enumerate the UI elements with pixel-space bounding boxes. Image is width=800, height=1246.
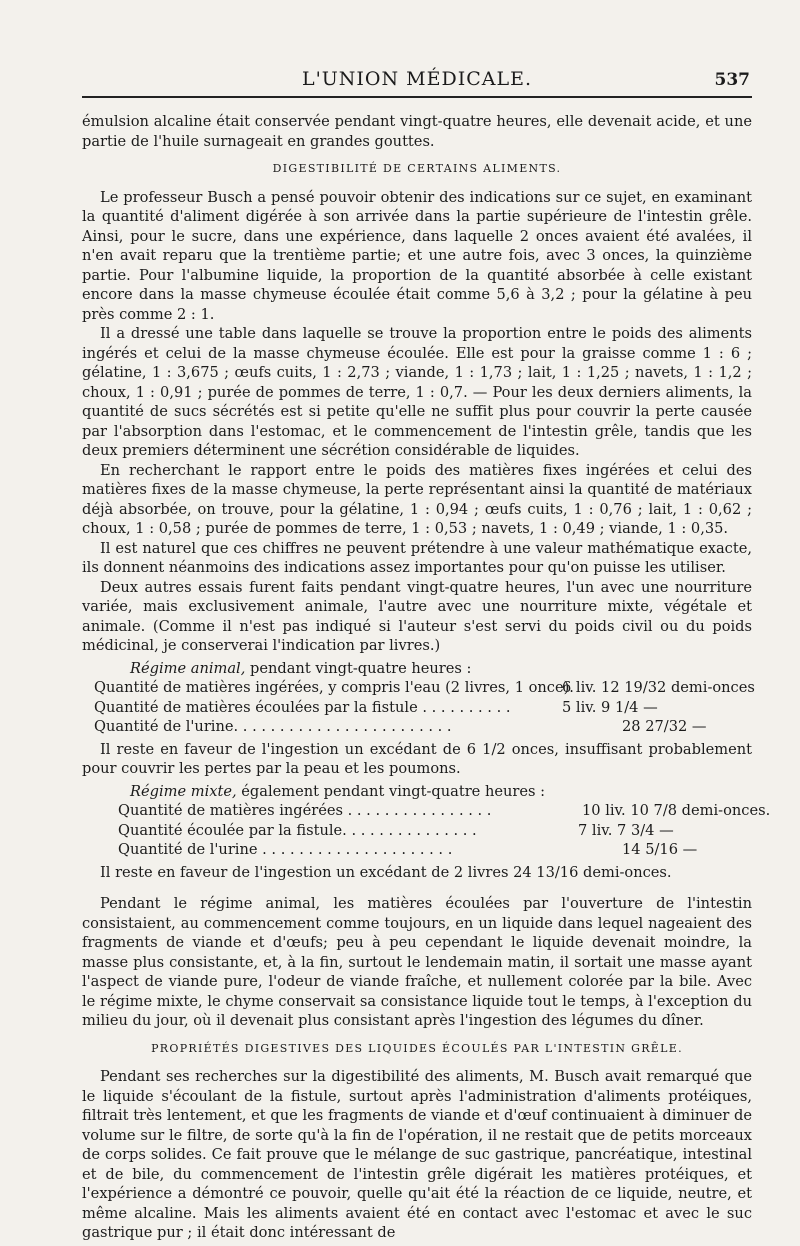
paragraph: Pendant ses recherches sur la digestibilité des aliments, M. Busch avait remarqué que le liquide s'écoulant de la fistule, surtout après l'administration d'aliments protéiques, filtrait très lentement, et que les fragments de viande et d'œuf continuaient à diminuer de volume sur le filtre, de sorte qu'à la fin de l'opération, il ne restait que de petits morceaux de corps solides. Ce fait prouve que le mélange de suc gastrique, pancréatique, intestinal et de bile, du commencement de l'intestin grêle digérait les matières protéiques, et l'expérience a démontré ce pouvoir, quelle qu'ait été la réaction de ce liquide, neutre, et même alcaline. Mais les aliments avaient été en contact avec l'estomac et avec le suc gastrique pur ; il était donc intéressant de (82, 1068, 752, 1241)
running-header (82, 66, 752, 96)
quantity-row (82, 801, 771, 821)
paragraph: Il reste en faveur de l'ingestion un excédant de 6 1/2 onces, insuffisant probablement pour couvrir les pertes par la peau et les poumons. (82, 740, 752, 777)
paragraph: Il est naturel que ces chiffres ne peuvent prétendre à une valeur mathématique exacte, ils donnent néanmoins des indications assez importantes pour qu'on puisse les utiliser. (82, 539, 752, 576)
quantity-row (82, 678, 755, 698)
paragraph: En recherchant le rapport entre le poids des matières fixes ingérées et celui des matières fixes de la masse chymeuse, la perte représentant ainsi la quantité de matériaux déjà absorbée, on trouve, pour la gélatine, 1 : 0,94 ; œufs cuits, 1 : 0,76 ; lait, 1 : 0,62 ; choux, 1 : 0,58 ; purée de pommes de terre, 1 : 0,53 ; navets, 1 : 0,49 ; viande, 1 : 0,35. (82, 461, 752, 537)
quantity-label: Quantité de matières ingérées, y compris l'eau (2 livres, 1 once). (94, 679, 574, 696)
regime-text: pendant vingt-quatre heures : (245, 659, 472, 677)
regime-label: Régime mixte, (130, 782, 237, 800)
quantity-value: 7 liv. 7 3/4 — (578, 821, 674, 839)
quantity-value: 10 liv. 10 7/8 demi-onces. (582, 802, 771, 819)
quantity-label: Quantité de matières écoulées par la fistule . . . . . . . . . . (94, 698, 511, 716)
regime-text: également pendant vingt-quatre heures : (236, 782, 546, 800)
journal-title: L'UNION MÉDICALE. (301, 68, 533, 90)
header-rule (82, 96, 752, 98)
quantity-value: 28 27/32 — (622, 718, 707, 735)
article-body (82, 112, 771, 1243)
quantity-label: Quantité de l'urine. . . . . . . . . . . . . . . . . . . . . . . . (94, 718, 452, 735)
section-heading: DIGESTIBILITÉ DE CERTAINS ALIMENTS. (272, 162, 562, 175)
quantity-row (82, 698, 752, 718)
quantity-row (82, 717, 752, 737)
regime-mixte-heading (82, 782, 752, 802)
quantity-label: Quantité de l'urine . . . . . . . . . . . . . . . . . . . . . (118, 841, 453, 858)
paragraph: Il reste en faveur de l'ingestion un excédant de 2 livres 24 13/16 demi-onces. (100, 863, 672, 881)
page-number: 537 (714, 70, 750, 90)
quantity-value: 14 5/16 — (622, 841, 698, 858)
quantity-label: Quantité de matières ingérées . . . . . . . . . . . . . . . . (118, 802, 492, 819)
spacer (82, 882, 752, 894)
section-heading: PROPRIÉTÉS DIGESTIVES DES LIQUIDES ÉCOULÉS PAR L'INTESTIN GRÊLE. (151, 1041, 683, 1055)
regime-animal-heading (82, 659, 752, 679)
regime-label: Régime animal, (130, 659, 246, 677)
quantity-value: 6 liv. 12 19/32 demi-onces (562, 679, 755, 696)
quantity-row (82, 821, 752, 841)
quantity-label: Quantité écoulée par la fistule. . . . . . . . . . . . . . . (118, 821, 477, 839)
paragraph: Il a dressé une table dans laquelle se trouve la proportion entre le poids des aliments ingérés et celui de la masse chymeuse écoulée. Elle est pour la graisse comme 1 : 6 ; gélatine, 1 : 3,675 ; œufs cuits, 1 : 2,73 ; viande, 1 : 1,73 ; lait, 1 : 1,25 ; navets, 1 : 1,2 ; choux, 1 : 0,91 ; purée de pommes de terre, 1 : 0,7. — Pour les deux derniers aliments, la quantité de sucs sécrétés est si petite qu'elle ne suffit plus pour couvrir la perte causée par l'absorption dans l'estomac, et le commencement de l'intestin grêle, tandis que les deux premiers déterminent une sécrétion considérable de liquides. (82, 325, 752, 459)
paragraph: Le professeur Busch a pensé pouvoir obtenir des indications sur ce sujet, en examinant la quantité d'aliment digérée à son arrivée dans la partie supérieure de l'intestin grêle. Ainsi, pour le sucre, dans une expérience, dans laquelle 2 onces avaient été avalées, il n'en avait reparu que la trentième partie; et une autre fois, avec 3 onces, la quinzième partie. Pour l'albumine liquide, la proportion de la quantité absorbée à celle existant encore dans la masse chymeuse écoulée était comme 5,6 à 3,2 ; pour la gélatine à peu près comme 2 : 1. (82, 188, 752, 323)
paragraph: émulsion alcaline était conservée pendant vingt-quatre heures, elle devenait acide, et une partie de l'huile surnageait en grandes gouttes. (82, 113, 752, 150)
paragraph: Deux autres essais furent faits pendant vingt-quatre heures, l'un avec une nourriture variée, mais exclusivement animale, l'autre avec une nourriture mixte, végétale et animale. (Comme il n'est pas indiqué si l'auteur s'est servi du poids civil ou du poids médicinal, je conserverai l'indication par livres.) (82, 578, 752, 654)
quantity-row (82, 840, 752, 860)
animal-quantities-table (82, 678, 755, 737)
paragraph: Pendant le régime animal, les matières écoulées par l'ouverture de l'intestin consistaient, au commencement comme toujours, en un liquide dans lequel nageaient des fragments de viande et d'œufs; peu à peu cependant le liquide devenait moindre, la masse plus consistante, et, à la fin, surtout le lendemain matin, il sortait une masse ayant l'aspect de viande pure, l'odeur de viande fraîche, et nullement colorée par la bile. Avec le régime mixte, le chyme conservait sa consistance liquide tout le temps, à l'exception du milieu du jour, où il devenait plus consistant après l'ingestion des légumes du dîner. (82, 895, 752, 1029)
quantity-value: 5 liv. 9 1/4 — (562, 698, 658, 716)
mixte-quantities-table (82, 801, 771, 860)
